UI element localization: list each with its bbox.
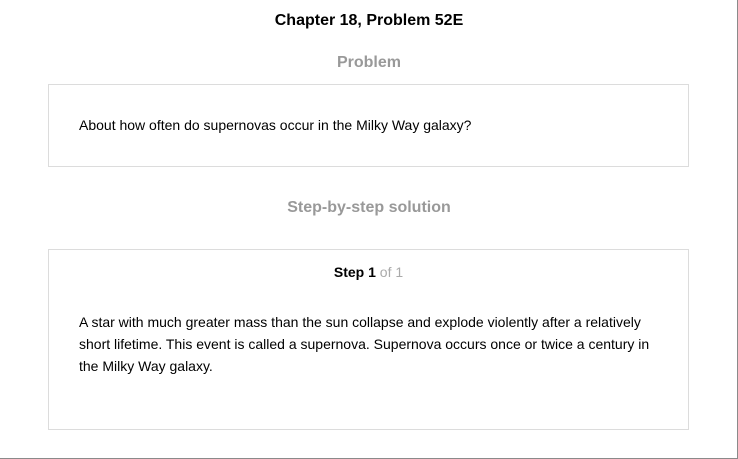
solution-box — [48, 249, 689, 430]
solution-heading: Step-by-step solution — [287, 199, 451, 216]
step-label — [49, 263, 688, 281]
step-number: 1 — [368, 264, 376, 280]
problem-heading: Problem — [336, 54, 401, 71]
page-title: Chapter 18, Problem 52E — [274, 12, 464, 29]
step-of-total: of 1 — [379, 264, 404, 280]
problem-box — [48, 84, 689, 167]
problem-text: About how often do supernovas occur in the Milky Way galaxy? — [79, 117, 472, 133]
step-word: Step — [333, 264, 365, 280]
solution-text: A star with much greater mass than the sun collapse and explode violently after a relatively short lifetime. This event is called a supernova. Supernova occurs once or twice a century in the Milky Way galaxy. — [79, 314, 650, 374]
